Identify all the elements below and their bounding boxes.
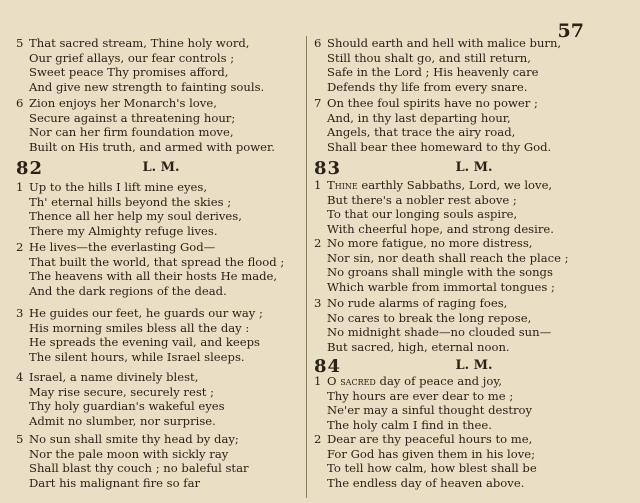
verse: 4 Israel, a name divinely blest, May rise secure, securely rest ; Thy holy guardian's wakeful eyes Admit no slumber, nor surprise. <box>16 370 225 428</box>
verse: 6 Should earth and hell with malice burn, Still thou shalt go, and still return, Safe in the Lord ; His heavenly care Defends thy life from every snare. <box>314 36 562 94</box>
hymn-heading <box>314 158 634 178</box>
verse: 7 On thee foul spirits have no power ; And, in thy last departing hour, Angels, that trace the airy road, Shall bear thee homeward to thy God. <box>314 96 552 154</box>
verse: 1 O sacred day of peace and joy, Thy hours are ever dear to me ; Ne'er may a sinful thought destroy The holy calm I find in thee. <box>314 374 533 432</box>
verse: 6 Zion enjoys her Monarch's love, Secure against a threatening hour; Nor can her firm foundation move, Built on His truth, and armed with power. <box>16 96 275 154</box>
hymn-number: 82 <box>16 158 44 179</box>
verse: 2 No more fatigue, no more distress, Nor sin, nor death shall reach the place ; No groans shall mingle with the songs Which warble from immortal tongues ; <box>314 236 569 294</box>
verse: 5 No sun shall smite thy head by day; Nor the pale moon with sickly ray Shall blast thy couch ; no baleful star Dart his malignant fire so far <box>16 432 249 490</box>
column-divider <box>306 36 307 498</box>
hymn-heading <box>314 356 634 376</box>
hymn-meter: L. M. <box>142 160 180 175</box>
hymn-heading <box>16 158 306 178</box>
hymn-meter: L. M. <box>455 358 493 373</box>
verse: 3 No rude alarms of raging foes, No cares to break the long repose, No midnight shade—no clouded sun— But sacred, high, eternal noon. <box>314 296 552 354</box>
page-number: 57 <box>557 20 584 42</box>
hymn-number: 84 <box>314 356 342 377</box>
verse: 3 He guides our feet, he guards our way ; His morning smiles bless all the day : He spreads the evening vail, and keeps The silent hours, while Israel sleeps. <box>16 306 263 364</box>
verse: 2 He lives—the everlasting God— That built the world, that spread the flood ; The heavens with all their hosts He made, And the dark regions of the dead. <box>16 240 285 298</box>
hymn-number: 83 <box>314 158 342 179</box>
hymn-meter: L. M. <box>455 160 493 175</box>
verse: 1 Thine earthly Sabbaths, Lord, we love, But there's a nobler rest above ; To that our longing souls aspire, With cheerful hope, and strong desire. <box>314 178 554 236</box>
verse: 5 That sacred stream, Thine holy word, Our grief allays, our fear controls ; Sweet peace Thy promises afford, And give new strength to fainting souls. <box>16 36 265 94</box>
verse: 1 Up to the hills I lift mine eyes, Th' eternal hills beyond the skies ; Thence all her help my soul derives, There my Almighty refuge lives. <box>16 180 242 238</box>
verse: 2 Dear are thy peaceful hours to me, For God has given them in his love; To tell how calm, how blest shall be The endless day of heaven above. <box>314 432 537 490</box>
